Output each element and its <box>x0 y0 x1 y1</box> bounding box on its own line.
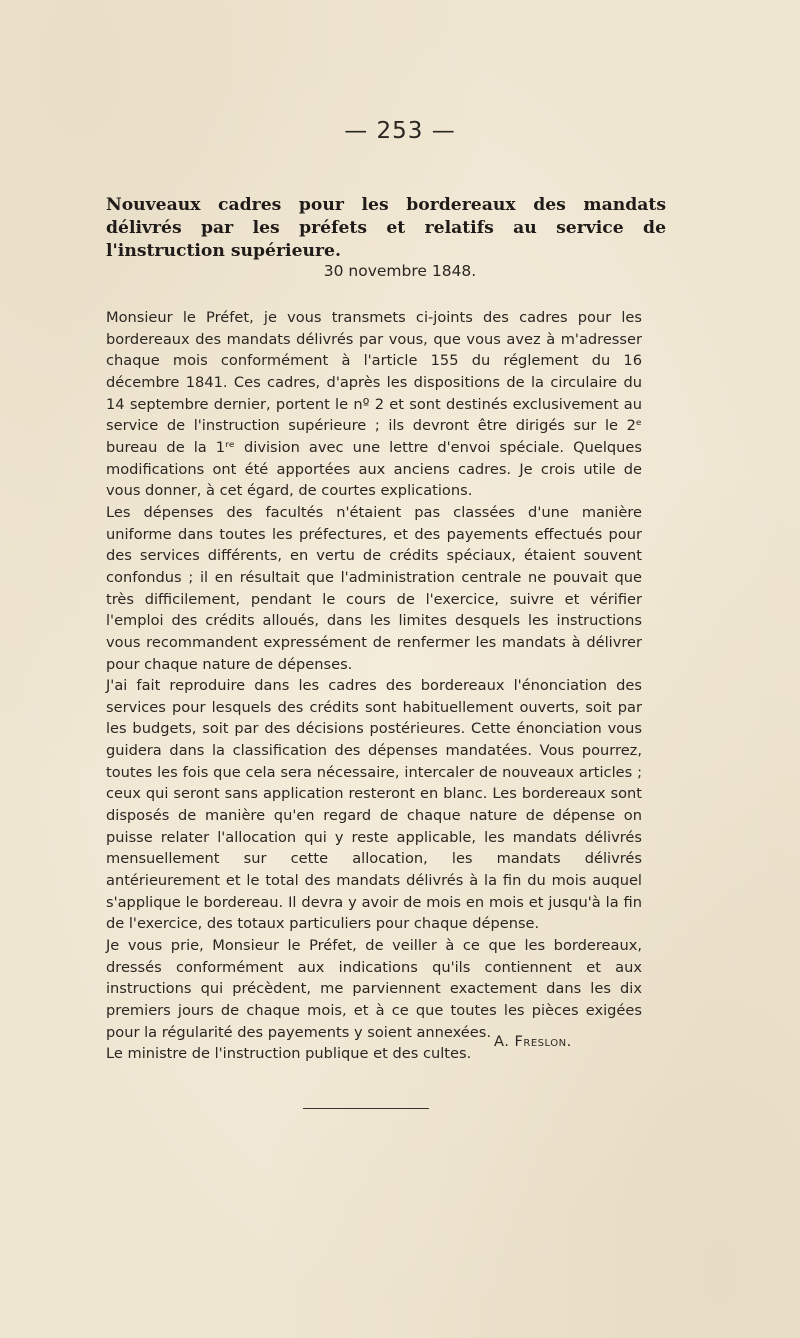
page-number: — 253 — <box>344 118 456 144</box>
document-title: Nouveaux cadres pour les bordereaux des mandats délivrés par les préfets et relatifs au service de l'instruction supérieure. <box>106 195 666 261</box>
paragraph-2: Les dépenses des facultés n'étaient pas classées d'une manière uniforme dans toutes les préfectures, et des payements effectués pour des services différents, en vertu de crédits spéciaux, étaient souvent confondus ; il en résultait que l'administration centrale ne pouvait que très difficilement, pendant le cours de l'exercice, suivre et vérifier l'emploi des crédits alloués, dans les limites desquels les instructions vous recommandent expressément de renfermer les mandats à délivrer pour chaque nature de dépenses. <box>106 503 642 673</box>
paragraph-4: Je vous prie, Monsieur le Préfet, de veiller à ce que les bordereaux, dressés conformément aux indications qu'ils contiennent et aux instructions qui précèdent, me parviennent exactement dans les dix premiers jours de chaque mois, et à ce que toutes les pièces exigées pour la régularité des payements y soient annexées. <box>106 937 642 1041</box>
paragraph-5: Le ministre de l'instruction publique et des cultes. <box>106 1045 472 1063</box>
document-body <box>106 307 642 1065</box>
closing-rule <box>303 1108 429 1109</box>
signature: A. Freslon. <box>494 1033 572 1050</box>
paragraph-1: Monsieur le Préfet, je vous transmets ci-joints des cadres pour les bordereaux des mandats délivrés par vous, que vous avez à m'adresser chaque mois conformément à l'article 155 du réglement du 16 décembre 1841. Ces cadres, d'après les dispositions de la circulaire du 14 septembre dernier, portent le nº 2 et sont destinés exclusivement au service de l'instruction supérieure ; ils devront être dirigés sur le 2ᵉ bureau de la 1ʳᵉ division avec une lettre d'envoi spéciale. Quelques modifications ont été apportées aux anciens cadres. Je crois utile de vous donner, à cet égard, de courtes explications. <box>106 309 642 500</box>
document-date: 30 novembre 1848. <box>323 262 477 280</box>
paragraph-3: J'ai fait reproduire dans les cadres des bordereaux l'énonciation des services pour lesquels des crédits sont habituellement ouverts, soit par les budgets, soit par des décisions postérieures. Cette énonciation vous guidera dans la classification des dépenses mandatées. Vous pourrez, toutes les fois que cela sera nécessaire, intercaler de nouveaux articles ; ceux qui seront sans application resteront en blanc. Les bordereaux sont disposés de manière qu'en regard de chaque nature de dépense on puisse relater l'allocation qui y reste applicable, les mandats délivrés mensuellement sur cette allocation, les mandats délivrés antérieurement et le total des mandats délivrés à la fin du mois auquel s'applique le bordereau. Il devra y avoir de mois en mois et jusqu'à la fin de l'exercice, des totaux particuliers pour chaque dépense. <box>106 677 642 933</box>
